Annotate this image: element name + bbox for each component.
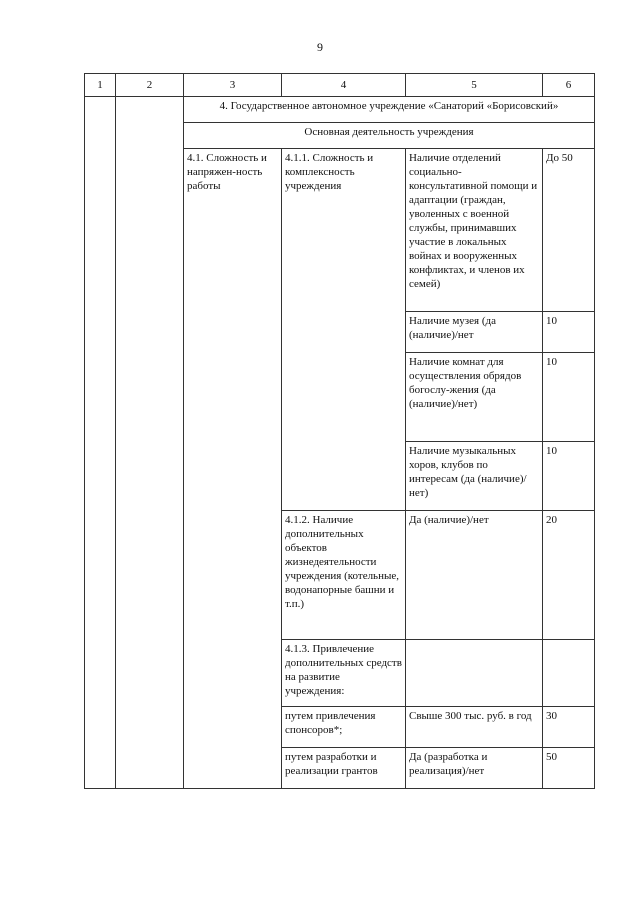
column-number: 6 [543,74,595,97]
sub-criterion-1: 4.1.1. Сложность и комплексность учреждения [282,149,406,511]
indicator-score: 50 [543,748,595,789]
sub-criterion-2: 4.1.2. Наличие дополнительных объектов жизнедеятельности учреждения (котельные, водонапорные башни и т.п.) [282,511,406,640]
indicator-text: Да (наличие)/нет [406,511,543,640]
sub-criterion-3-item: путем привлечения спонсоров*; [282,707,406,748]
column-number: 5 [406,74,543,97]
empty-cell [406,640,543,707]
page-number: 9 [317,40,323,54]
empty-cell [543,640,595,707]
institution-row [85,97,595,123]
column-number: 1 [85,74,116,97]
indicator-text: Наличие комнат для осуществления обрядов богослу-жения (да (наличие)/нет) [406,353,543,442]
indicator-score: 10 [543,442,595,511]
column-numbers-row [85,74,595,97]
indicator-score: 10 [543,353,595,442]
column-number: 2 [116,74,184,97]
indicator-text: Наличие музея (да (наличие)/нет [406,312,543,353]
column-number: 3 [184,74,282,97]
sub-criterion-3: 4.1.3. Привлечение дополнительных средств на развитие учреждения: [282,640,406,707]
criteria-table [84,73,595,789]
section-title: Основная деятельность учреждения [184,123,595,149]
indicator-text: Наличие музыкальных хоров, клубов по интересам (да (наличие)/нет) [406,442,543,511]
indicator-text: Свыше 300 тыс. руб. в год [406,707,543,748]
indicator-text: Наличие отделений социально-консультативной помощи и адаптации (граждан, уволенных с военной службы, принимавших участие в локальных войнах и вооруженных конфликтах, и членов их семей) [406,149,543,312]
empty-column-1-cell [85,97,116,789]
indicator-score: До 50 [543,149,595,312]
sub-criterion-3-item: путем разработки и реализации грантов [282,748,406,789]
indicator-score: 10 [543,312,595,353]
column-number: 4 [282,74,406,97]
indicator-text: Да (разработка и реализация)/нет [406,748,543,789]
indicator-score: 30 [543,707,595,748]
indicator-score: 20 [543,511,595,640]
empty-column-2-cell [116,97,184,789]
institution-title: 4. Государственное автономное учреждение «Санаторий «Борисовский» [184,97,595,123]
criterion-cell: 4.1. Сложность и напряжен-ность работы [184,149,282,789]
